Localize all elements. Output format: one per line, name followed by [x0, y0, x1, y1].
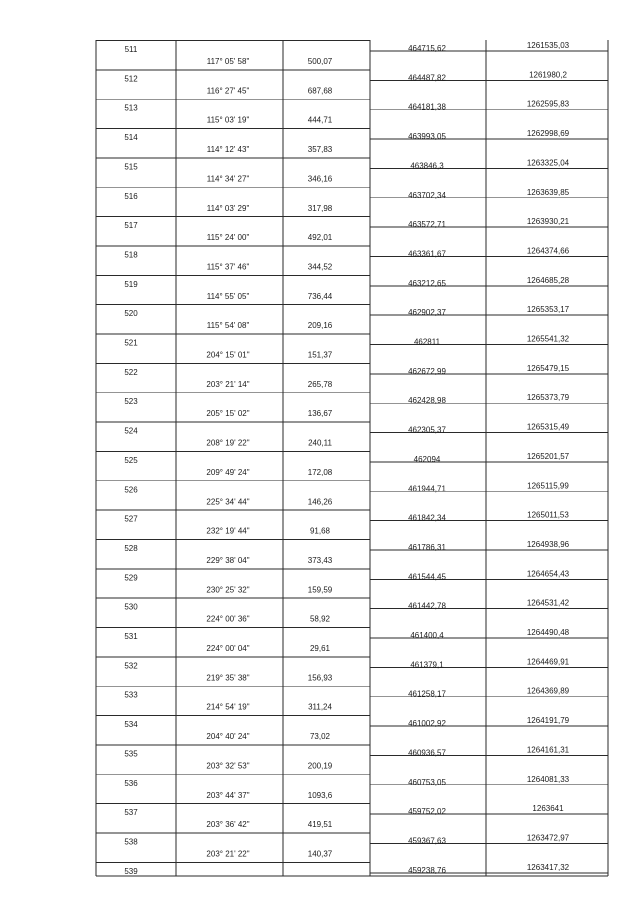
point-number: 537	[124, 808, 138, 818]
y-coordinate: 1265115,99	[527, 481, 569, 491]
segment-length: 500,07	[307, 57, 333, 66]
direction-angle: 214° 54' 19"	[206, 702, 250, 712]
y-coordinate: 1265541,32	[526, 334, 570, 344]
x-coordinate: 463993,05	[408, 132, 446, 142]
table-cells	[124, 41, 569, 876]
x-coordinate: 462672,99	[408, 366, 446, 376]
direction-angle: 219° 35' 38"	[206, 673, 250, 683]
y-coordinate: 1261980,2	[529, 70, 567, 80]
segment-length: 444,71	[307, 115, 333, 125]
direction-angle: 116° 27' 45"	[206, 86, 250, 96]
y-coordinate: 1264081,33	[526, 774, 570, 784]
x-coordinate: 463702,34	[408, 190, 446, 200]
y-coordinate: 1263325,04	[526, 158, 570, 168]
x-coordinate: 460936,57	[408, 748, 446, 758]
y-coordinate: 1264685,28	[526, 275, 570, 285]
x-coordinate: 463572,71	[408, 220, 446, 230]
y-coordinate: 1265373,79	[526, 393, 570, 403]
direction-angle: 224° 00' 04"	[206, 644, 250, 653]
direction-angle: 115° 03' 19"	[206, 115, 250, 125]
y-coordinate: 1262595,83	[526, 99, 570, 109]
y-coordinate: 1264490,48	[526, 628, 570, 637]
point-number: 534	[124, 720, 138, 730]
y-coordinate: 1263472,97	[526, 833, 570, 843]
segment-length: 317,98	[307, 203, 333, 213]
segment-length: 736,44	[307, 291, 333, 301]
point-number: 511	[124, 45, 138, 54]
y-coordinate: 1265315,49	[526, 422, 570, 432]
y-coordinate: 1265479,15	[526, 363, 570, 373]
y-coordinate: 1261535,03	[526, 41, 570, 50]
direction-angle: 229° 38' 04"	[206, 555, 250, 565]
point-number: 525	[124, 455, 138, 465]
direction-angle: 203° 36' 42"	[206, 820, 250, 830]
segment-length: 373,43	[307, 555, 333, 565]
y-coordinate: 1264161,31	[526, 745, 570, 755]
x-coordinate: 462305,37	[408, 425, 446, 435]
point-number: 538	[124, 837, 138, 847]
segment-length: 240,11	[308, 438, 332, 448]
x-coordinate: 461842,34	[408, 513, 446, 523]
point-number: 513	[124, 103, 138, 113]
segment-length: 73,02	[309, 732, 331, 742]
point-number: 539	[124, 866, 138, 876]
direction-angle: 205° 15' 02"	[206, 409, 250, 419]
direction-angle: 115° 54' 08"	[206, 321, 250, 331]
direction-angle: 208° 19' 22"	[206, 438, 250, 448]
point-number: 531	[124, 632, 138, 641]
y-coordinate: 1264369,89	[526, 686, 570, 696]
x-coordinate: 459752,02	[408, 807, 446, 817]
direction-angle: 115° 24' 00"	[206, 233, 250, 243]
segment-length: 91,68	[309, 526, 331, 536]
segment-length: 687,68	[307, 86, 333, 96]
x-coordinate: 461002,92	[408, 719, 446, 729]
direction-angle: 114° 34' 27"	[206, 174, 250, 184]
direction-angle: 209° 49' 24"	[206, 467, 250, 477]
segment-length: 209,16	[307, 321, 333, 331]
point-number: 529	[124, 573, 138, 583]
segment-length: 344,52	[307, 262, 333, 272]
x-coordinate: 461400,4	[410, 631, 444, 640]
point-number: 512	[124, 74, 138, 84]
x-coordinate: 463361,67	[408, 249, 446, 259]
x-coordinate: 464487,82	[408, 73, 446, 83]
direction-angle: 203° 32' 53"	[206, 761, 250, 771]
x-coordinate: 461379,1	[410, 660, 444, 670]
y-coordinate: 1263417,32	[526, 862, 570, 872]
point-number: 518	[124, 250, 138, 260]
x-coordinate: 462428,98	[408, 396, 446, 406]
point-number: 520	[124, 309, 138, 319]
segment-length: 265,78	[307, 379, 333, 389]
point-number: 535	[124, 749, 138, 759]
direction-angle: 203° 21' 14"	[206, 379, 250, 389]
direction-angle: 204° 40' 24"	[206, 732, 250, 742]
point-number: 527	[124, 514, 138, 524]
segment-length: 140,37	[307, 849, 333, 859]
direction-angle: 114° 55' 05"	[206, 291, 250, 301]
segment-length: 172,08	[307, 467, 333, 477]
y-coordinate: 1262998,69	[526, 129, 570, 139]
x-coordinate: 463212,65	[408, 278, 446, 288]
direction-angle: 117° 05' 58"	[206, 57, 250, 66]
y-coordinate: 1264938,96	[526, 539, 570, 549]
y-coordinate: 1264191,79	[526, 716, 570, 726]
segment-length: 357,83	[307, 145, 333, 155]
x-coordinate: 464715,62	[408, 44, 446, 53]
direction-angle: 114° 12' 43"	[206, 145, 250, 155]
segment-length: 492,01	[307, 233, 333, 243]
point-number: 516	[124, 191, 138, 201]
segment-length: 136,67	[307, 409, 333, 419]
segment-length: 1093,6	[307, 790, 333, 800]
segment-length: 419,51	[307, 820, 333, 830]
direction-angle: 115° 37' 46"	[206, 262, 250, 272]
direction-angle: 203° 44' 37"	[206, 790, 250, 800]
segment-length: 29,61	[309, 644, 331, 653]
x-coordinate: 459238,76	[408, 865, 446, 875]
point-number: 528	[124, 543, 138, 553]
segment-length: 151,37	[307, 350, 333, 360]
x-coordinate: 461442,78	[408, 601, 446, 611]
point-number: 532	[124, 661, 138, 671]
x-coordinate: 461786,31	[408, 542, 446, 552]
y-coordinate: 1264374,66	[526, 246, 570, 256]
direction-angle: 232° 19' 44"	[206, 526, 250, 536]
x-coordinate: 462902,37	[408, 308, 446, 318]
y-coordinate: 1264654,43	[526, 569, 570, 579]
y-coordinate: 1264469,91	[526, 657, 570, 667]
y-coordinate: 1265011,53	[527, 510, 569, 520]
y-coordinate: 1264531,42	[526, 598, 570, 608]
segment-length: 200,19	[307, 761, 333, 771]
direction-angle: 225° 34' 44"	[206, 497, 250, 507]
y-coordinate: 1263641	[532, 804, 564, 814]
y-coordinate: 1265201,57	[526, 451, 570, 461]
point-number: 515	[124, 162, 138, 172]
y-coordinate: 1263930,21	[526, 217, 570, 227]
x-coordinate: 460753,05	[408, 777, 446, 787]
x-coordinate: 464181,38	[408, 102, 446, 112]
x-coordinate: 461944,71	[408, 484, 446, 494]
point-number: 526	[124, 485, 138, 495]
point-number: 517	[124, 221, 138, 231]
segment-length: 156,93	[307, 673, 333, 683]
point-number: 523	[124, 397, 138, 407]
segment-length: 159,59	[307, 585, 333, 595]
point-number: 519	[124, 279, 138, 289]
segment-length: 346,16	[307, 174, 333, 184]
direction-angle: 224° 00' 36"	[206, 614, 250, 624]
direction-angle: 114° 03' 29"	[206, 203, 250, 213]
point-number: 514	[124, 133, 138, 143]
direction-angle: 230° 25' 32"	[206, 585, 250, 595]
point-number: 524	[124, 426, 138, 436]
point-number: 533	[124, 690, 138, 700]
x-coordinate: 462811	[413, 337, 441, 347]
x-coordinate: 461544,45	[408, 572, 446, 582]
segment-length: 146,26	[307, 497, 333, 507]
point-number: 536	[124, 778, 138, 788]
x-coordinate: 461258,17	[408, 689, 446, 699]
direction-angle: 203° 21' 22"	[206, 849, 250, 859]
direction-angle: 204° 15' 01"	[206, 350, 250, 360]
segment-length: 58,92	[309, 614, 331, 624]
x-coordinate: 459367,63	[408, 836, 446, 846]
point-number: 530	[124, 602, 138, 612]
point-number: 522	[124, 367, 138, 377]
point-number: 521	[124, 338, 138, 348]
y-coordinate: 1265353,17	[526, 305, 570, 315]
segment-length: 311,24	[308, 702, 332, 712]
y-coordinate: 1263639,85	[526, 187, 570, 197]
x-coordinate: 462094	[413, 454, 441, 464]
x-coordinate: 463846,3	[410, 161, 444, 171]
